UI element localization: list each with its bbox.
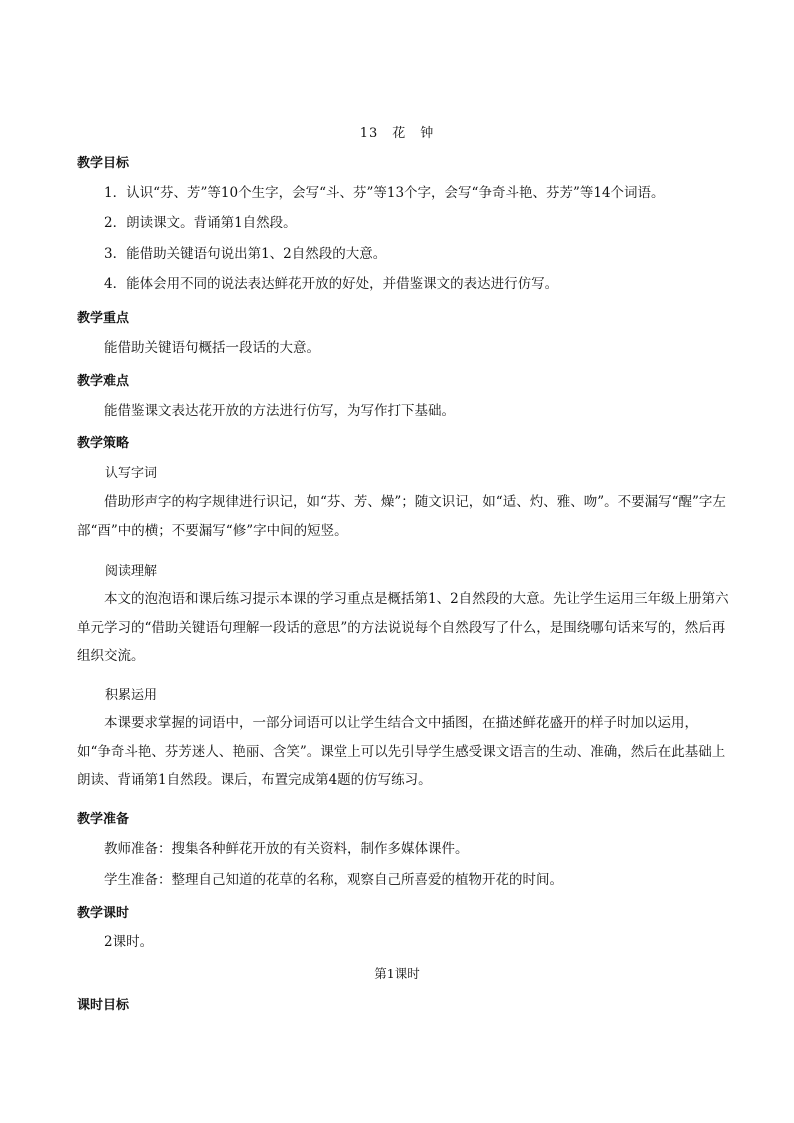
objective-item-4: 4．能体会用不同的说法表达鲜花开放的好处，并借鉴课文的表达进行仿写。 [104, 276, 559, 292]
difficulties-text: 能借鉴课文表达花开放的方法进行仿写，为写作打下基础。 [104, 403, 455, 419]
lesson-1-objectives-heading: 课时目标 [77, 998, 130, 1013]
page-title: 13 花 钟 [359, 126, 435, 141]
student-preparation: 学生准备：整理自己知道的花草的名称，观察自己所喜爱的植物开花的时间。 [104, 872, 563, 888]
strategy-subheading-usage: 积累运用 [105, 688, 158, 703]
strategy-subheading-reading: 阅读理解 [105, 564, 158, 579]
preparation-heading: 教学准备 [77, 812, 130, 827]
strategy-subheading-words: 认写字词 [105, 466, 158, 481]
periods-heading: 教学课时 [77, 906, 130, 921]
strategy-text-usage: 本课要求掌握的词语中，一部分词语可以让学生结合文中插图，在描述鲜花盛开的样子时加以运用，如“争奇斗艳、芬芳迷人、艳丽、含笑”。课堂上可以先引导学生感受课文语言的生动、准确，然后在此基础上朗读、背诵第1自然段。课后，布置完成第4题的仿写练习。 [77, 715, 726, 788]
teacher-preparation: 教师准备：搜集各种鲜花开放的有关资料，制作多媒体课件。 [104, 841, 469, 857]
key-points-heading: 教学重点 [77, 311, 130, 326]
periods-text: 2课时。 [104, 934, 154, 950]
strategies-heading: 教学策略 [77, 436, 130, 451]
difficulties-heading: 教学难点 [77, 374, 130, 389]
objective-item-1: 1．认识“芬、芳”等10个生字，会写“斗、芬”等13个字，会写“争奇斗艳、芬芳”等14个词语。 [104, 185, 665, 201]
strategy-text-reading: 本文的泡泡语和课后练习提示本课的学习重点是概括第1、2自然段的大意。先让学生运用三年级上册第六单元学习的“借助关键语句理解一段话的意思”的方法说说每个自然段写了什么，是围绕哪句话来写的，然后再组织交流。 [77, 591, 729, 664]
objective-item-2: 2．朗读课文。背诵第1自然段。 [104, 215, 297, 231]
objectives-heading: 教学目标 [77, 156, 130, 171]
lesson-1-title: 第1课时 [374, 966, 420, 981]
strategy-text-words: 借助形声字的构字规律进行识记，如“芬、芳、燥”；随文识记，如“适、灼、雅、吻”。不要漏写“醒”字左部“酉”中的横；不要漏写“修”字中间的短竖。 [77, 494, 726, 539]
objective-item-3: 3．能借助关键语句说出第1、2自然段的大意。 [104, 246, 387, 262]
key-points-text: 能借助关键语句概括一段话的大意。 [104, 340, 320, 356]
